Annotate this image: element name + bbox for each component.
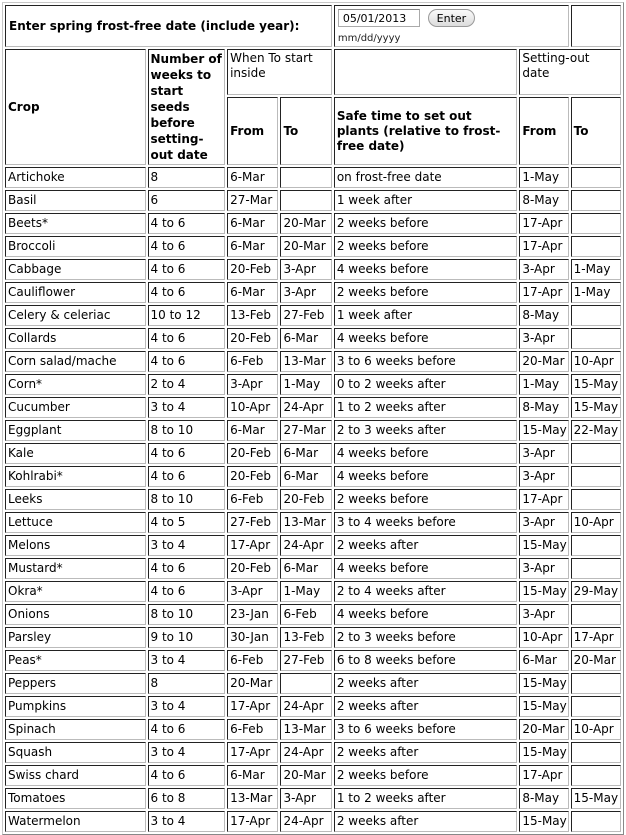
cell-safe: 2 weeks before	[334, 236, 518, 257]
cell-start-from: 23-Jan	[227, 604, 278, 625]
cell-weeks: 4 to 6	[148, 466, 226, 487]
cell-start-to	[280, 190, 331, 211]
cell-safe: 2 to 4 weeks after	[334, 581, 518, 602]
cell-weeks: 3 to 4	[148, 811, 226, 832]
table-row	[5, 719, 621, 740]
cell-start-from: 27-Mar	[227, 190, 278, 211]
cell-start-to: 24-Apr	[280, 742, 331, 763]
cell-start-to: 3-Apr	[280, 788, 331, 809]
cell-start-from: 13-Mar	[227, 788, 278, 809]
cell-start-from: 20-Mar	[227, 673, 278, 694]
cell-set-to	[571, 558, 621, 579]
cell-weeks: 4 to 6	[148, 765, 226, 786]
cell-weeks: 3 to 4	[148, 742, 226, 763]
cell-safe: 6 to 8 weeks before	[334, 650, 518, 671]
cell-start-from: 6-Mar	[227, 282, 278, 303]
cell-set-from: 1-May	[519, 374, 568, 395]
cell-weeks: 4 to 6	[148, 236, 226, 257]
cell-safe: 4 weeks before	[334, 443, 518, 464]
cell-start-to: 27-Feb	[280, 650, 331, 671]
cell-start-to: 27-Feb	[280, 305, 331, 326]
cell-weeks: 4 to 6	[148, 581, 226, 602]
cell-crop: Melons	[5, 535, 146, 556]
cell-safe: 4 weeks before	[334, 259, 518, 280]
cell-crop: Corn salad/mache	[5, 351, 146, 372]
table-row	[5, 604, 621, 625]
cell-crop: Corn*	[5, 374, 146, 395]
cell-set-to: 10-Apr	[571, 719, 621, 740]
cell-crop: Peas*	[5, 650, 146, 671]
cell-start-from: 20-Feb	[227, 466, 278, 487]
cell-set-to	[571, 236, 621, 257]
table-row	[5, 512, 621, 533]
date-entry-row	[5, 5, 621, 47]
cell-start-to: 20-Mar	[280, 765, 331, 786]
cell-set-from: 3-Apr	[519, 259, 568, 280]
cell-weeks: 4 to 6	[148, 259, 226, 280]
cell-set-to	[571, 443, 621, 464]
cell-start-from: 6-Feb	[227, 650, 278, 671]
table-row	[5, 650, 621, 671]
cell-weeks: 8	[148, 167, 226, 188]
cell-crop: Cauliflower	[5, 282, 146, 303]
cell-set-from: 3-Apr	[519, 328, 568, 349]
cell-start-from: 20-Feb	[227, 259, 278, 280]
cell-weeks: 4 to 5	[148, 512, 226, 533]
header-empty	[334, 49, 518, 95]
cell-start-to: 20-Feb	[280, 489, 331, 510]
cell-set-from: 10-Apr	[519, 627, 568, 648]
cell-start-from: 17-Apr	[227, 535, 278, 556]
table-row	[5, 167, 621, 188]
cell-weeks: 8	[148, 673, 226, 694]
cell-set-from: 3-Apr	[519, 512, 568, 533]
header-start-from: From	[227, 97, 278, 165]
cell-safe: 2 weeks after	[334, 673, 518, 694]
frost-date-input[interactable]	[338, 9, 420, 27]
cell-crop: Okra*	[5, 581, 146, 602]
cell-set-to	[571, 604, 621, 625]
cell-crop: Spinach	[5, 719, 146, 740]
header-weeks: Number of weeks to start seeds before setting-out date	[148, 49, 226, 165]
cell-start-to: 3-Apr	[280, 259, 331, 280]
header-safe-time: Safe time to set out plants (relative to frost-free date)	[334, 97, 518, 165]
cell-set-from: 20-Mar	[519, 719, 568, 740]
cell-safe: 4 weeks before	[334, 328, 518, 349]
table-row	[5, 811, 621, 832]
cell-set-to: 15-May	[571, 374, 621, 395]
cell-weeks: 6 to 8	[148, 788, 226, 809]
header-start-to: To	[280, 97, 331, 165]
cell-weeks: 8 to 10	[148, 604, 226, 625]
table-row	[5, 742, 621, 763]
cell-crop: Swiss chard	[5, 765, 146, 786]
cell-weeks: 8 to 10	[148, 489, 226, 510]
cell-set-from: 8-May	[519, 788, 568, 809]
cell-crop: Broccoli	[5, 236, 146, 257]
cell-set-to: 20-Mar	[571, 650, 621, 671]
cell-safe: 3 to 6 weeks before	[334, 351, 518, 372]
table-row	[5, 374, 621, 395]
cell-set-from: 17-Apr	[519, 213, 568, 234]
cell-safe: 1 to 2 weeks after	[334, 788, 518, 809]
cell-set-from: 3-Apr	[519, 443, 568, 464]
cell-start-from: 6-Feb	[227, 351, 278, 372]
cell-start-to: 20-Mar	[280, 213, 331, 234]
table-row	[5, 190, 621, 211]
header-setting-out: Setting-out date	[519, 49, 621, 95]
cell-start-from: 6-Mar	[227, 167, 278, 188]
enter-button[interactable]: Enter	[428, 9, 476, 27]
cell-weeks: 4 to 6	[148, 351, 226, 372]
cell-start-to: 1-May	[280, 581, 331, 602]
cell-crop: Celery & celeriac	[5, 305, 146, 326]
cell-safe: 1 week after	[334, 190, 518, 211]
cell-set-to	[571, 696, 621, 717]
cell-safe: 3 to 6 weeks before	[334, 719, 518, 740]
cell-set-to: 15-May	[571, 397, 621, 418]
cell-start-from: 13-Feb	[227, 305, 278, 326]
cell-safe: 1 to 2 weeks after	[334, 397, 518, 418]
cell-weeks: 3 to 4	[148, 696, 226, 717]
cell-weeks: 3 to 4	[148, 535, 226, 556]
cell-start-from: 17-Apr	[227, 696, 278, 717]
cell-start-to: 13-Mar	[280, 719, 331, 740]
cell-start-from: 3-Apr	[227, 581, 278, 602]
cell-set-from: 15-May	[519, 696, 568, 717]
cell-start-to: 24-Apr	[280, 811, 331, 832]
cell-set-from: 15-May	[519, 742, 568, 763]
cell-weeks: 4 to 6	[148, 213, 226, 234]
cell-safe: 2 weeks before	[334, 765, 518, 786]
cell-safe: 4 weeks before	[334, 604, 518, 625]
cell-safe: 4 weeks before	[334, 558, 518, 579]
cell-safe: 2 weeks after	[334, 742, 518, 763]
cell-set-from: 6-Mar	[519, 650, 568, 671]
cell-start-from: 17-Apr	[227, 742, 278, 763]
cell-crop: Artichoke	[5, 167, 146, 188]
cell-start-from: 6-Feb	[227, 719, 278, 740]
cell-start-from: 6-Feb	[227, 489, 278, 510]
cell-weeks: 9 to 10	[148, 627, 226, 648]
cell-crop: Basil	[5, 190, 146, 211]
cell-set-to	[571, 765, 621, 786]
cell-start-to: 6-Mar	[280, 328, 331, 349]
date-format-hint: mm/dd/yyyy	[337, 33, 401, 44]
cell-safe: on frost-free date	[334, 167, 518, 188]
cell-set-to	[571, 742, 621, 763]
cell-weeks: 4 to 6	[148, 443, 226, 464]
cell-safe: 2 weeks after	[334, 811, 518, 832]
cell-set-from: 15-May	[519, 811, 568, 832]
cell-start-from: 6-Mar	[227, 236, 278, 257]
cell-crop: Eggplant	[5, 420, 146, 441]
cell-set-from: 17-Apr	[519, 282, 568, 303]
cell-weeks: 3 to 4	[148, 397, 226, 418]
cell-set-from: 17-Apr	[519, 489, 568, 510]
cell-start-from: 30-Jan	[227, 627, 278, 648]
cell-safe: 1 week after	[334, 305, 518, 326]
cell-crop: Leeks	[5, 489, 146, 510]
cell-safe: 2 weeks before	[334, 213, 518, 234]
cell-safe: 3 to 4 weeks before	[334, 512, 518, 533]
cell-weeks: 6	[148, 190, 226, 211]
table-row	[5, 535, 621, 556]
cell-set-to	[571, 811, 621, 832]
table-row	[5, 489, 621, 510]
cell-set-to	[571, 489, 621, 510]
table-row	[5, 397, 621, 418]
cell-start-to: 3-Apr	[280, 282, 331, 303]
cell-start-to: 24-Apr	[280, 535, 331, 556]
cell-crop: Parsley	[5, 627, 146, 648]
cell-crop: Watermelon	[5, 811, 146, 832]
cell-set-from: 8-May	[519, 305, 568, 326]
cell-crop: Squash	[5, 742, 146, 763]
cell-set-from: 17-Apr	[519, 236, 568, 257]
table-row	[5, 420, 621, 441]
cell-start-to: 24-Apr	[280, 696, 331, 717]
cell-set-from: 15-May	[519, 420, 568, 441]
cell-start-from: 20-Feb	[227, 558, 278, 579]
cell-set-from: 3-Apr	[519, 558, 568, 579]
cell-weeks: 8 to 10	[148, 420, 226, 441]
table-row	[5, 213, 621, 234]
header-row-1	[5, 49, 621, 95]
header-set-to: To	[571, 97, 621, 165]
table-row	[5, 765, 621, 786]
cell-start-from: 3-Apr	[227, 374, 278, 395]
table-row	[5, 581, 621, 602]
cell-set-to: 29-May	[571, 581, 621, 602]
table-row	[5, 696, 621, 717]
table-row	[5, 627, 621, 648]
cell-start-to	[280, 167, 331, 188]
cell-set-to	[571, 673, 621, 694]
cell-weeks: 4 to 6	[148, 328, 226, 349]
cell-start-from: 6-Mar	[227, 765, 278, 786]
table-row	[5, 443, 621, 464]
cell-safe: 2 weeks before	[334, 282, 518, 303]
cell-crop: Kale	[5, 443, 146, 464]
cell-start-to: 6-Mar	[280, 558, 331, 579]
cell-set-from: 8-May	[519, 190, 568, 211]
cell-set-to	[571, 466, 621, 487]
planting-schedule-table	[2, 2, 624, 835]
cell-start-to: 6-Mar	[280, 443, 331, 464]
table-row	[5, 282, 621, 303]
cell-weeks: 4 to 6	[148, 558, 226, 579]
cell-set-to: 1-May	[571, 282, 621, 303]
cell-set-to	[571, 167, 621, 188]
table-row	[5, 259, 621, 280]
cell-crop: Kohlrabi*	[5, 466, 146, 487]
cell-crop: Cabbage	[5, 259, 146, 280]
cell-safe: 2 weeks after	[334, 535, 518, 556]
cell-start-from: 10-Apr	[227, 397, 278, 418]
table-row	[5, 351, 621, 372]
cell-start-from: 6-Mar	[227, 420, 278, 441]
cell-start-to: 13-Mar	[280, 512, 331, 533]
cell-safe: 2 weeks before	[334, 489, 518, 510]
table-row	[5, 788, 621, 809]
cell-crop: Onions	[5, 604, 146, 625]
cell-weeks: 4 to 6	[148, 282, 226, 303]
cell-set-from: 3-Apr	[519, 604, 568, 625]
cell-set-to: 10-Apr	[571, 351, 621, 372]
cell-set-to	[571, 213, 621, 234]
cell-start-to: 6-Mar	[280, 466, 331, 487]
cell-crop: Tomatoes	[5, 788, 146, 809]
cell-start-to: 13-Mar	[280, 351, 331, 372]
cell-safe: 0 to 2 weeks after	[334, 374, 518, 395]
cell-set-from: 15-May	[519, 581, 568, 602]
cell-start-to: 6-Feb	[280, 604, 331, 625]
table-row	[5, 328, 621, 349]
cell-crop: Mustard*	[5, 558, 146, 579]
cell-set-to: 17-Apr	[571, 627, 621, 648]
cell-start-to: 13-Feb	[280, 627, 331, 648]
cell-set-to: 1-May	[571, 259, 621, 280]
crop-rows	[5, 167, 621, 832]
date-entry-cell	[334, 5, 569, 47]
cell-start-to: 1-May	[280, 374, 331, 395]
table-row	[5, 236, 621, 257]
cell-safe: 2 to 3 weeks before	[334, 627, 518, 648]
header-crop: Crop	[5, 49, 146, 165]
cell-safe: 2 to 3 weeks after	[334, 420, 518, 441]
table-row	[5, 466, 621, 487]
cell-start-from: 27-Feb	[227, 512, 278, 533]
cell-crop: Beets*	[5, 213, 146, 234]
cell-set-to	[571, 535, 621, 556]
cell-crop: Collards	[5, 328, 146, 349]
table-row	[5, 305, 621, 326]
cell-set-to	[571, 305, 621, 326]
cell-set-from: 20-Mar	[519, 351, 568, 372]
cell-start-to: 27-Mar	[280, 420, 331, 441]
cell-weeks: 10 to 12	[148, 305, 226, 326]
cell-set-from: 8-May	[519, 397, 568, 418]
frost-date-label: Enter spring frost-free date (include year):	[5, 5, 332, 47]
cell-weeks: 4 to 6	[148, 719, 226, 740]
cell-start-from: 17-Apr	[227, 811, 278, 832]
table-row	[5, 558, 621, 579]
cell-start-to: 24-Apr	[280, 397, 331, 418]
cell-set-to: 15-May	[571, 788, 621, 809]
table-row	[5, 673, 621, 694]
cell-crop: Peppers	[5, 673, 146, 694]
cell-weeks: 2 to 4	[148, 374, 226, 395]
cell-safe: 2 weeks after	[334, 696, 518, 717]
cell-set-to	[571, 328, 621, 349]
cell-set-from: 1-May	[519, 167, 568, 188]
cell-start-from: 20-Feb	[227, 443, 278, 464]
cell-set-to: 10-Apr	[571, 512, 621, 533]
cell-start-from: 6-Mar	[227, 213, 278, 234]
empty-cell	[571, 5, 621, 47]
header-start-inside: When To start inside	[227, 49, 332, 95]
cell-set-to	[571, 190, 621, 211]
cell-set-from: 17-Apr	[519, 765, 568, 786]
cell-start-to: 20-Mar	[280, 236, 331, 257]
cell-safe: 4 weeks before	[334, 466, 518, 487]
cell-set-from: 3-Apr	[519, 466, 568, 487]
cell-set-to: 22-May	[571, 420, 621, 441]
cell-set-from: 15-May	[519, 535, 568, 556]
cell-crop: Lettuce	[5, 512, 146, 533]
header-set-from: From	[519, 97, 568, 165]
cell-weeks: 3 to 4	[148, 650, 226, 671]
cell-crop: Pumpkins	[5, 696, 146, 717]
cell-start-from: 20-Feb	[227, 328, 278, 349]
cell-crop: Cucumber	[5, 397, 146, 418]
cell-start-to	[280, 673, 331, 694]
cell-set-from: 15-May	[519, 673, 568, 694]
